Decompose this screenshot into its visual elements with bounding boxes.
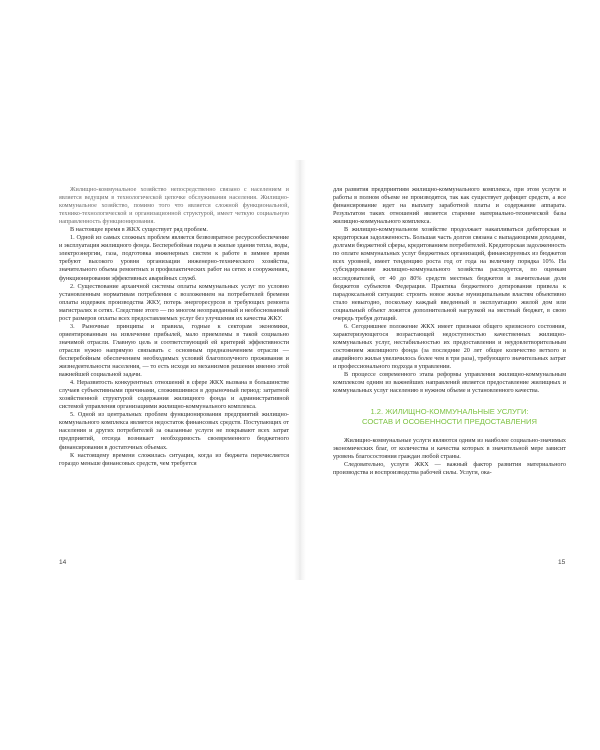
right-page (333, 186, 566, 586)
left-paragraph-budget: К настоящему времени сложилась ситуация, когда из бюджета перечисляется гораздо меньше финансовых средств, чем требуется (59, 451, 289, 467)
right-paragraph-debt: В жилищно-коммунальном хозяйстве продолжает накапливаться дебиторская и кредиторская задолженность. Большая часть долгов связана с выпадающими доходами, долгами бюджетной сферы, кредитованием потребителей. Кредиторская задолженность по оплате коммунальных услуг бюджетных организаций, финансируемых из бюджетов всех уровней, имеет тенденцию роста год от года на величину порядка 10%. На субсидирование жилищно-коммунального хозяйства расходуется, по оценкам исследователей, от 40 до 80% средств местных бюджетов и значительная доля бюджетов субъектов Федерации. Практика бюджетного дотирования привела к парадоксальной ситуации: строить новое жилье муниципальным властям объективно стало невыгодно, поскольку каждый введенный в эксплуатацию жилой дом или социальный объект ложится дополнительной нагрузкой на местный бюджет, в свою очередь требуя дотаций. (333, 226, 566, 322)
page-number-left: 14 (59, 559, 67, 566)
left-page (59, 186, 289, 586)
left-paragraph-problem-3: 3. Рыночные принципы и правила, годные к секторам экономики, ориентированным на извлечение прибылей, мало приемлемы в такой социально значимой отрасли. Главную цель и соответствующий ей критерий эффективности отрасли нужно напрямую связывать с основным предназначением отрасли — бесперебойным обеспечением необходимых условий благополучного проживания и жизнедеятельности населения, — то есть исходя из механизмов решения именно этой важнейшей социальной задачи. (59, 322, 289, 379)
section-heading (333, 407, 566, 427)
section-heading-line-1: 1.2. ЖИЛИЩНО-КОММУНАЛЬНЫЕ УСЛУГИ: (370, 407, 529, 417)
left-paragraph-problem-2: 2. Существование архаичной системы оплаты коммунальных услуг по условно установленным нормативам потребления с возложением на потребителей бремени оплаты издержек производства ЖКУ, потерь энергоресурсов в требующих ремонта магистралях и сетях. Следствие этого — по многом неоправданный и необоснованный рост размеров оплаты всех предоставляемых услуг без улучшения их качества ЖКУ. (59, 282, 289, 322)
right-paragraph-consequently: Следовательно, услуги ЖКХ — важный фактор развития материального производства и воспроизводства рабочей силы. Услуги, ока- (333, 461, 566, 477)
left-paragraph-problem-1: 1. Одной из самых сложных проблем является безвозвратное ресурсообеспечение и эксплуатация жилищного фонда. Бесперебойная подача в жилые здания тепла, воды, электроэнергии, газа, подготовка инженерных систем к работе в зимнее время требуют высокого уровня организации инженерно-технического хозяйства, значительного объема ремонтных и профилактических работ на сетях и сооружениях, функционирования эффективных аварийных служб. (59, 234, 289, 282)
left-paragraph-problems-lead: В настоящее время в ЖКХ существует ряд проблем. (70, 226, 208, 234)
book-gutter (294, 160, 306, 580)
page-number-right: 15 (558, 559, 566, 566)
right-paragraph-problem-6: 6. Сегодняшнее положение ЖКХ имеет признаки общего кризисного состояния, характеризующегося возрастающей недоступностью качественных жилищно-коммунальных услуг, нестабильностью их предоставления и неудовлетворительным состоянием жилищного фонда (за последние 20 лет общее количество ветхого и аварийного жилья увеличилось более чем в три раза), требующего значительных затрат и профессионального подхода в управлении. (333, 322, 566, 371)
right-paragraph-continued: для развития предприятиям жилищно-коммунального комплекса, при этом услуги и работы в полном объеме не производятся, так как существует дефицит средств, а все финансирование идет на выплату заработной платы и содержание аппарата. Результатом таких отношений является старение материально-технической базы жилищно-коммунального комплекса. (333, 186, 566, 226)
left-paragraph-problem-5: 5. Одной из центральных проблем функционирования предприятий жилищно-коммунального комплекса является недостаток финансовых средств. Поступающих от населения и других потребителей за оказанные услуги не покрывают всех затрат предприятий, отсюда возникает необходимость своевременного бюджетного финансирования в достаточных объемах. (59, 411, 289, 451)
left-paragraph-problem-4: 4. Неразвитость конкурентных отношений в сфере ЖКХ вызвана в большинстве случаев субъективными причинами, сложившимися в дорыночный период: затратной хозяйственной структурой содержания жилищного фонда и административной системой управления организациями жилищно-коммунального комплекса. (59, 379, 289, 411)
left-paragraph-intro: Жилищно-коммунальное хозяйство непосредственно связано с населением и является ведущим в технологической цепочке обслуживания населения. Жилищно-коммунальное хозяйство, помимо того что является сложной функциональной, технико-технологической и организационной структурой, имеет четкую социальную направленность функционирования. (59, 186, 289, 226)
right-paragraph-services: Жилищно-коммунальные услуги являются одним из наиболее социально-значимых экономических благ, от количества и качества которых в значительной мере зависит уровень благосостояния граждан любой страны. (333, 437, 566, 461)
section-heading-line-2: СОСТАВ И ОСОБЕННОСТИ ПРЕДОСТАВЛЕНИЯ (362, 417, 537, 427)
right-paragraph-reform: В процессе современного этапа реформы управления жилищно-коммунальным комплексом одним из важнейших направлений является предоставление жилищных и коммунальных услуг населению в нужном объеме и установленного качества. (333, 371, 566, 395)
